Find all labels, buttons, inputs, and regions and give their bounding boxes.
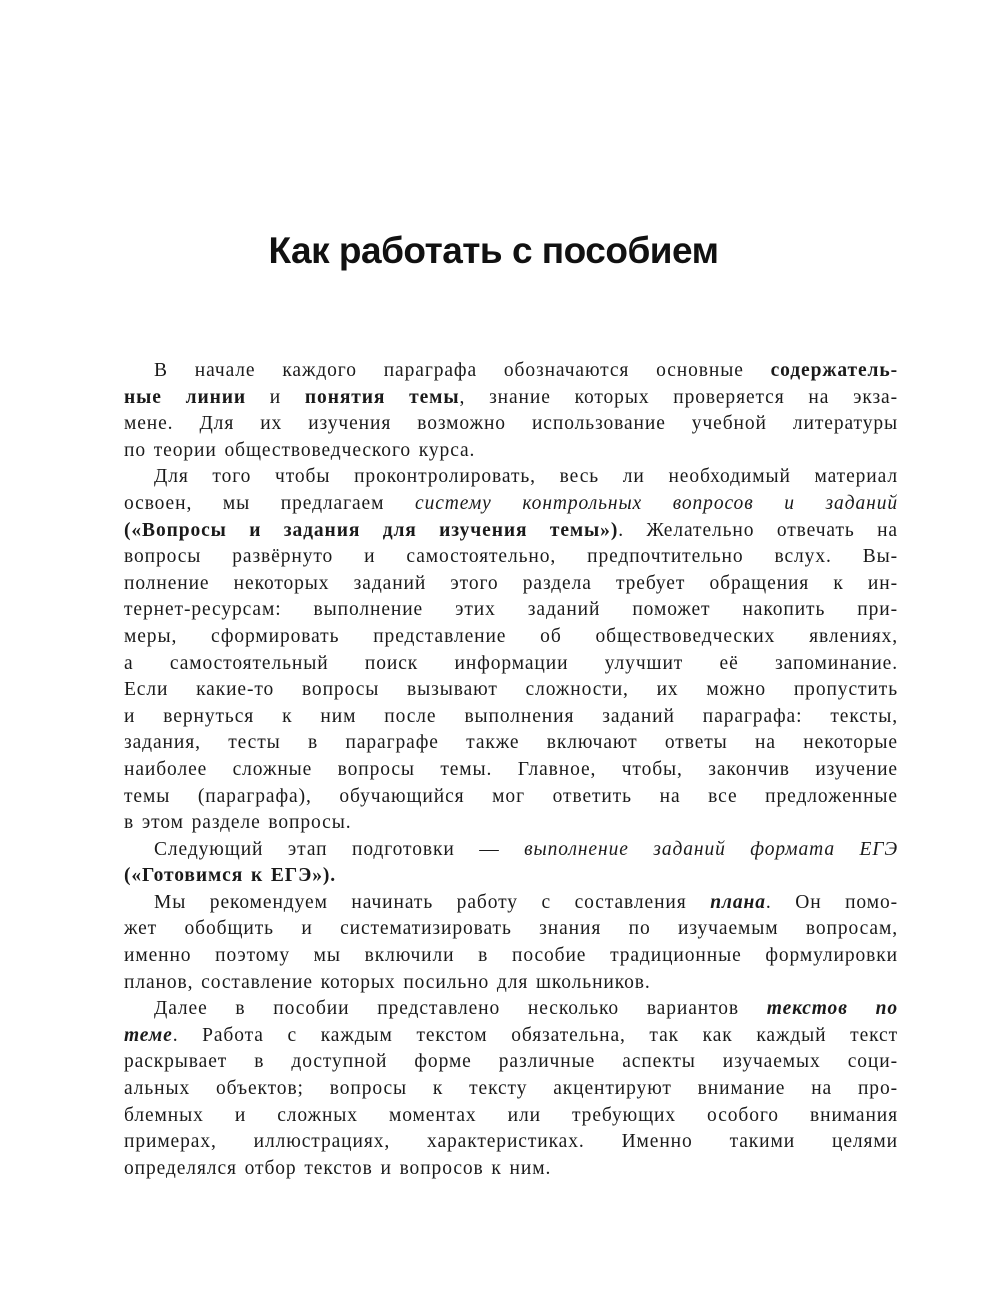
paragraph — [124, 464, 898, 836]
text-line — [124, 597, 898, 624]
text-line — [124, 704, 898, 731]
text-line — [124, 810, 898, 837]
text-line — [124, 571, 898, 598]
text-run: жет обобщить и систематизировать знания по изучаемым вопросам, — [124, 918, 898, 940]
emphasis-text: («Готовимся к ЕГЭ»). — [124, 865, 337, 887]
text-line — [124, 464, 898, 491]
text-run: В начале каждого параграфа обозначаются основные — [154, 360, 771, 381]
text-run: именно поэтому мы включили в пособие традиционные формулировки — [124, 945, 898, 967]
text-run: Для того чтобы проконтролировать, весь ли необходимый материал — [154, 466, 898, 488]
text-line — [124, 890, 898, 917]
text-run: Если какие-то вопросы вызывают сложности, их можно пропустить — [124, 679, 898, 701]
text-run: Далее в пособии представлено несколько вариантов — [154, 998, 767, 1020]
paragraph — [124, 890, 898, 996]
text-run: тернет-ресурсам: выполнение этих заданий поможет накопить при- — [124, 599, 898, 621]
text-run: . Желательно отвечать на — [618, 519, 898, 541]
text-line — [124, 970, 898, 997]
text-line — [124, 757, 898, 784]
paragraph — [124, 996, 898, 1182]
text-line — [124, 1023, 898, 1050]
text-run: освоен, мы предлагаем — [124, 492, 416, 514]
text-run: а самостоятельный поиск информации улучшит её запоминание. — [124, 652, 898, 674]
text-line — [124, 1103, 898, 1130]
text-run: и вернуться к ним после выполнения заданий параграфа: тексты, — [124, 705, 898, 727]
text-run: Следующий этап подготовки — — [154, 838, 525, 860]
text-line — [124, 784, 898, 811]
text-run: . Он помо- — [765, 891, 898, 913]
text-line — [124, 385, 898, 412]
text-run: меры, сформировать представление об обществоведческих явлениях, — [124, 625, 898, 647]
text-run: примерах, иллюстрациях, характеристиках. Именно такими целями — [124, 1131, 898, 1153]
emphasis-text: («Вопросы и задания для изучения темы») — [124, 519, 619, 541]
text-line — [124, 438, 898, 465]
text-line — [124, 651, 898, 678]
text-line — [124, 544, 898, 571]
text-run: наиболее сложные вопросы темы. Главное, чтобы, закончив изучение — [124, 758, 898, 780]
text-run: и — [246, 386, 305, 408]
text-line — [124, 916, 898, 943]
paragraph — [124, 837, 898, 890]
text-line — [124, 518, 898, 545]
emphasis-text: плана — [710, 891, 766, 913]
text-run: раскрывает в доступной форме различные аспекты изучаемых соци- — [124, 1051, 898, 1073]
text-run: задания, тесты в параграфе также включают ответы на некоторые — [124, 732, 898, 754]
emphasis-text: выполнение заданий формата ЕГЭ — [524, 838, 898, 860]
emphasis-text: систему контрольных вопросов и заданий — [415, 492, 898, 514]
text-line — [124, 837, 898, 864]
text-line — [124, 943, 898, 970]
emphasis-text: понятия темы — [304, 386, 460, 408]
text-line — [124, 1076, 898, 1103]
text-line — [124, 863, 898, 890]
text-run: . Работа с каждым текстом обязательна, так как каждый текст — [172, 1024, 898, 1046]
text-run: в этом разделе вопросы. — [124, 812, 352, 834]
page-title: Как работать с пособием — [268, 229, 719, 271]
text-run: темы (параграфа), обучающийся мог ответить на все предложенные — [124, 785, 898, 807]
paragraph — [124, 358, 898, 464]
text-line — [124, 1129, 898, 1156]
text-line — [124, 411, 898, 438]
text-run: , знание которых проверяется на экза- — [459, 386, 899, 408]
text-run: альных объектов; вопросы к тексту акцентируют внимание на про- — [124, 1078, 898, 1100]
text-line — [124, 624, 898, 651]
emphasis-text: теме — [124, 1024, 173, 1046]
text-run: блемных и сложных моментах или требующих особого внимания — [124, 1104, 898, 1126]
emphasis-text: текстов по — [766, 998, 898, 1020]
text-line — [124, 996, 898, 1023]
emphasis-text: ные линии — [124, 386, 246, 408]
emphasis-text: содержатель- — [770, 360, 898, 381]
text-run: полнение некоторых заданий этого раздела требует обращения к ин- — [124, 572, 898, 594]
text-line — [124, 358, 898, 385]
text-run: по теории обществоведческого курса. — [124, 439, 476, 461]
text-line — [124, 491, 898, 518]
body-text — [124, 358, 898, 1182]
text-line — [124, 1156, 898, 1183]
text-run: мене. Для их изучения возможно использование учебной литературы — [124, 413, 898, 435]
text-run: Мы рекомендуем начинать работу с составления — [154, 891, 711, 913]
text-line — [124, 1049, 898, 1076]
text-run: вопросы развёрнуто и самостоятельно, предпочтительно вслух. Вы- — [124, 546, 898, 568]
text-run: определялся отбор текстов и вопросов к ним. — [124, 1157, 552, 1179]
text-run: планов, составление которых посильно для школьников. — [124, 971, 651, 993]
text-line — [124, 730, 898, 757]
text-line — [124, 677, 898, 704]
